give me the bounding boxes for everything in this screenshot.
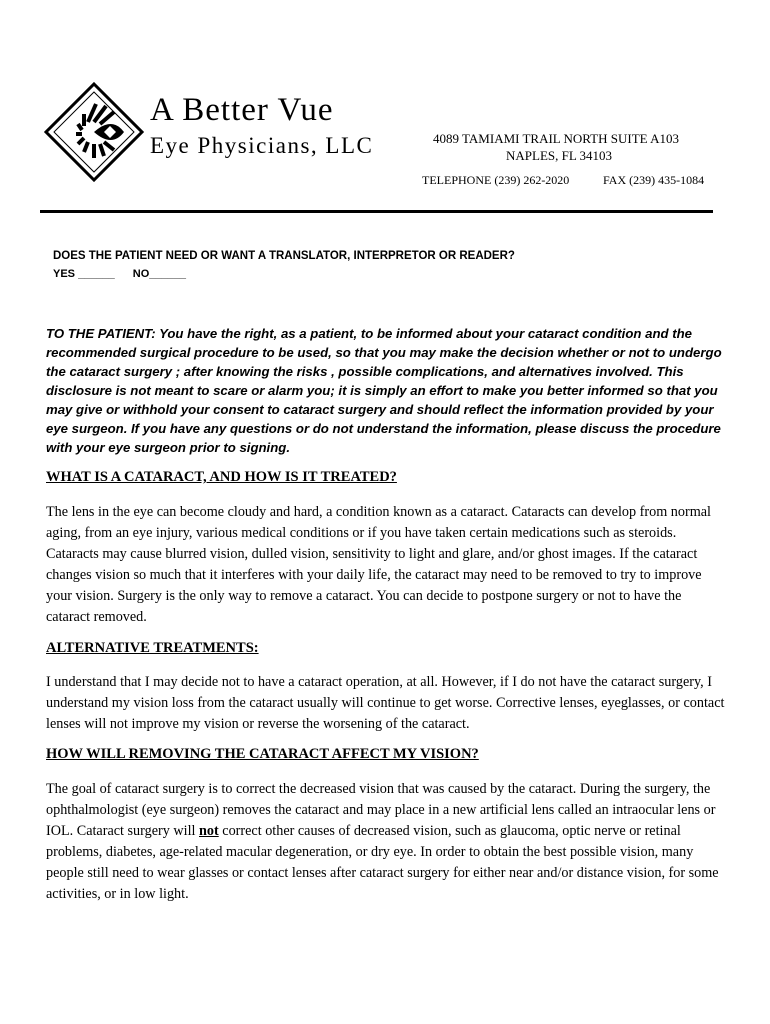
translator-question: DOES THE PATIENT NEED OR WANT A TRANSLATOR, INTERPRETOR OR READER? xyxy=(53,250,515,262)
translator-yes-field[interactable]: YES ______ xyxy=(53,268,115,280)
section-heading-vision-effect: HOW WILL REMOVING THE CATARACT AFFECT MY VISION? xyxy=(46,746,479,762)
section-heading-what-is-cataract: WHAT IS A CATARACT, AND HOW IS IT TREATED? xyxy=(46,469,397,485)
address-line-2: NAPLES, FL 34103 xyxy=(506,148,613,163)
section-body-what-is-cataract: The lens in the eye can become cloudy and hard, a condition known as a cataract. Cataracts can develop from normal aging, from an eye injury, various medical conditions or if you have taken certain medications such as steroids. Cataracts may cause blurred vision, dulled vision, sensitivity to light and glare, and/or ghost images. If the cataract changes vision so much that it interferes with your daily life, the cataract may need to be removed to try to improve your vision. Surgery is the only way to remove a cataract. You can decide to postpone surgery or not to have the cataract removed. xyxy=(46,504,711,625)
section-body-alternative-treatments: I understand that I may decide not to have a cataract operation, at all. However, if I do not have the cataract surgery, I understand my vision loss from the cataract usually will continue to get worse. Corrective lenses, eyeglasses, or contact lenses will not improve my vision or reverse the worsening of the cataract. xyxy=(46,674,725,732)
eye-diamond-logo-icon xyxy=(44,82,144,182)
translator-answer-row xyxy=(53,268,204,280)
vision-body-part-1: The goal of cataract surgery is to correct the decreased vision that was caused by the cataract. During the surgery, the ophthalmologist (eye surgeon) removes the cataract and may place in a new artificial lens called an intraocular lens or IOL. Cataract surgery will xyxy=(46,781,716,839)
company-subtitle: Eye Physicians, LLC xyxy=(150,133,374,158)
patient-notice: TO THE PATIENT: You have the right, as a patient, to be informed about your cataract condition and the recommended surgical procedure to be used, so that you may make the decision whether or not to undergo the cataract surgery ; after knowing the risks , possible complications, and alternatives involved. This disclosure is not meant to scare or alarm you; it is simply an effort to make you better informed so that you may give or withhold your consent to cataract surgery and should reflect the information provided by your eye surgeon. If you have any questions or do not understand the information, please discuss the procedure with your eye surgeon prior to signing. xyxy=(46,326,722,455)
vision-body-part-2: correct other causes of decreased vision, such as glaucoma, optic nerve or retinal problems, diabetes, age-related macular degeneration, or dry eye. In order to obtain the best possible vision, many people still need to wear glasses or contact lenses after cataract surgery for either near and/or distance vision, for some activities, or in low light. xyxy=(46,823,719,902)
company-name: A Better Vue xyxy=(150,92,334,128)
telephone-number: TELEPHONE (239) 262-2020 xyxy=(422,173,570,187)
vision-body-emphasis: not xyxy=(199,823,219,839)
section-heading-alternative-treatments: ALTERNATIVE TREATMENTS: xyxy=(46,640,259,656)
translator-no-field[interactable]: NO______ xyxy=(132,268,186,280)
fax-number: FAX (239) 435-1084 xyxy=(603,173,705,187)
address-line-1: 4089 TAMIAMI TRAIL NORTH SUITE A103 xyxy=(433,131,680,146)
section-body-vision-effect xyxy=(46,779,726,905)
header-divider xyxy=(40,210,713,213)
